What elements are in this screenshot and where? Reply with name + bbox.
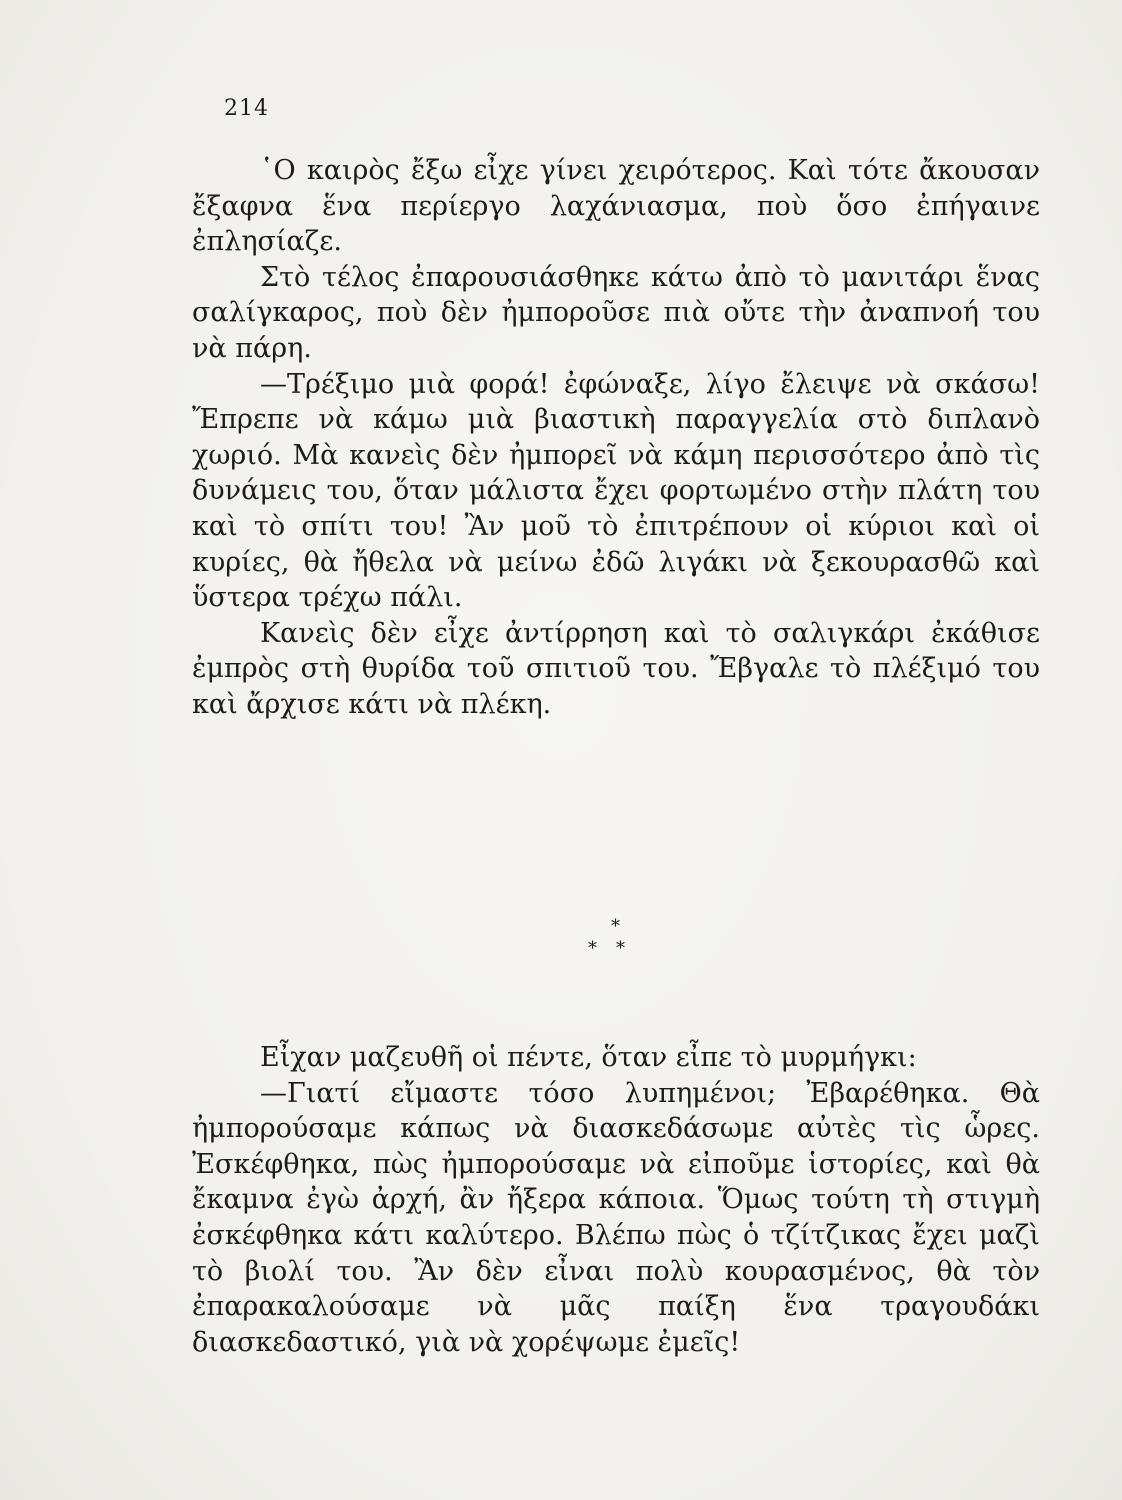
paragraph: Στὸ τέλος ἐπαρουσιάσθηκε κάτω ἀπὸ τὸ μανιτάρι ἕνας σαλίγκαρος, ποὺ δὲν ἠμποροῦσε πιὰ οὔτε τὴν ἀναπνοή του νὰ πάρη. <box>192 261 1040 364</box>
section-break-asterisks <box>580 918 630 962</box>
section-two <box>192 1040 1040 1360</box>
paragraph: ῾Ο καιρὸς ἔξω εἶχε γίνει χειρότερος. Καὶ τότε ἄκουσαν ἔξαφνα ἕνα περίεργο λαχάνιασμα, ποὺ ὅσο ἐπήγαινε ἐπλησίαζε. <box>192 155 1040 258</box>
asterisk-bottom-right: * <box>616 938 625 959</box>
asterisk-top: * <box>611 916 620 937</box>
asterisk-bottom-left: * <box>588 938 597 959</box>
page-number: 214 <box>224 96 269 121</box>
section-one <box>192 153 1040 723</box>
paragraph: Κανεὶς δὲν εἶχε ἀντίρρηση καὶ τὸ σαλιγκάρι ἐκάθισε ἐμπρὸς στὴ θυρίδα τοῦ σπιτιοῦ του. Ἔβγαλε τὸ πλέξιμό του καὶ ἄρχισε κάτι νὰ πλέκη. <box>192 617 1040 720</box>
paragraph: Εἶχαν μαζευθῆ οἱ πέντε, ὅταν εἶπε τὸ μυρμήγκι: <box>260 1042 917 1073</box>
paragraph: —Γιατί εἴμαστε τόσο λυπημένοι; Ἐβαρέθηκα. Θὰ ἠμπορούσαμε κάπως νὰ διασκεδάσωμε αὐτὲς τὶς ὧρες. Ἐσκέφθηκα, πὼς ἠμπορούσαμε νὰ εἰποῦμε ἱστορίες, καὶ θὰ ἔκαμνα ἐγὼ ἀρχή, ἂν ἤξερα κάποια. Ὅμως τούτη τὴ στιγμὴ ἐσκέφθηκα κάτι καλύτερο. Βλέπω πὼς ὁ τζίτζικας ἔχει μαζὶ τὸ βιολί του. Ἂν δὲν εἶναι πολὺ κουρασμένος, θὰ τὸν ἐπαρακαλούσαμε νὰ μᾶς παίξη ἕνα τραγουδάκι διασκεδαστικό, γιὰ νὰ χορέψωμε ἐμεῖς! <box>192 1077 1040 1358</box>
paragraph: —Τρέξιμο μιὰ φορά! ἐφώναξε, λίγο ἔλειψε νὰ σκάσω! Ἔπρεπε νὰ κάμω μιὰ βιαστικὴ παραγγελία στὸ διπλανὸ χωριό. Μὰ κανεὶς δὲν ἠμπορεῖ νὰ κάμη περισσότερο ἀπὸ τὶς δυνάμεις του, ὅταν μάλιστα ἔχει φορτωμένο στὴν πλάτη του καὶ τὸ σπίτι του! Ἂν μοῦ τὸ ἐπιτρέπουν οἱ κύριοι καὶ οἱ κυρίες, θὰ ἤθελα νὰ μείνω ἐδῶ λιγάκι νὰ ξεκουρασθῶ καὶ ὕστερα τρέχω πάλι. <box>192 368 1040 614</box>
